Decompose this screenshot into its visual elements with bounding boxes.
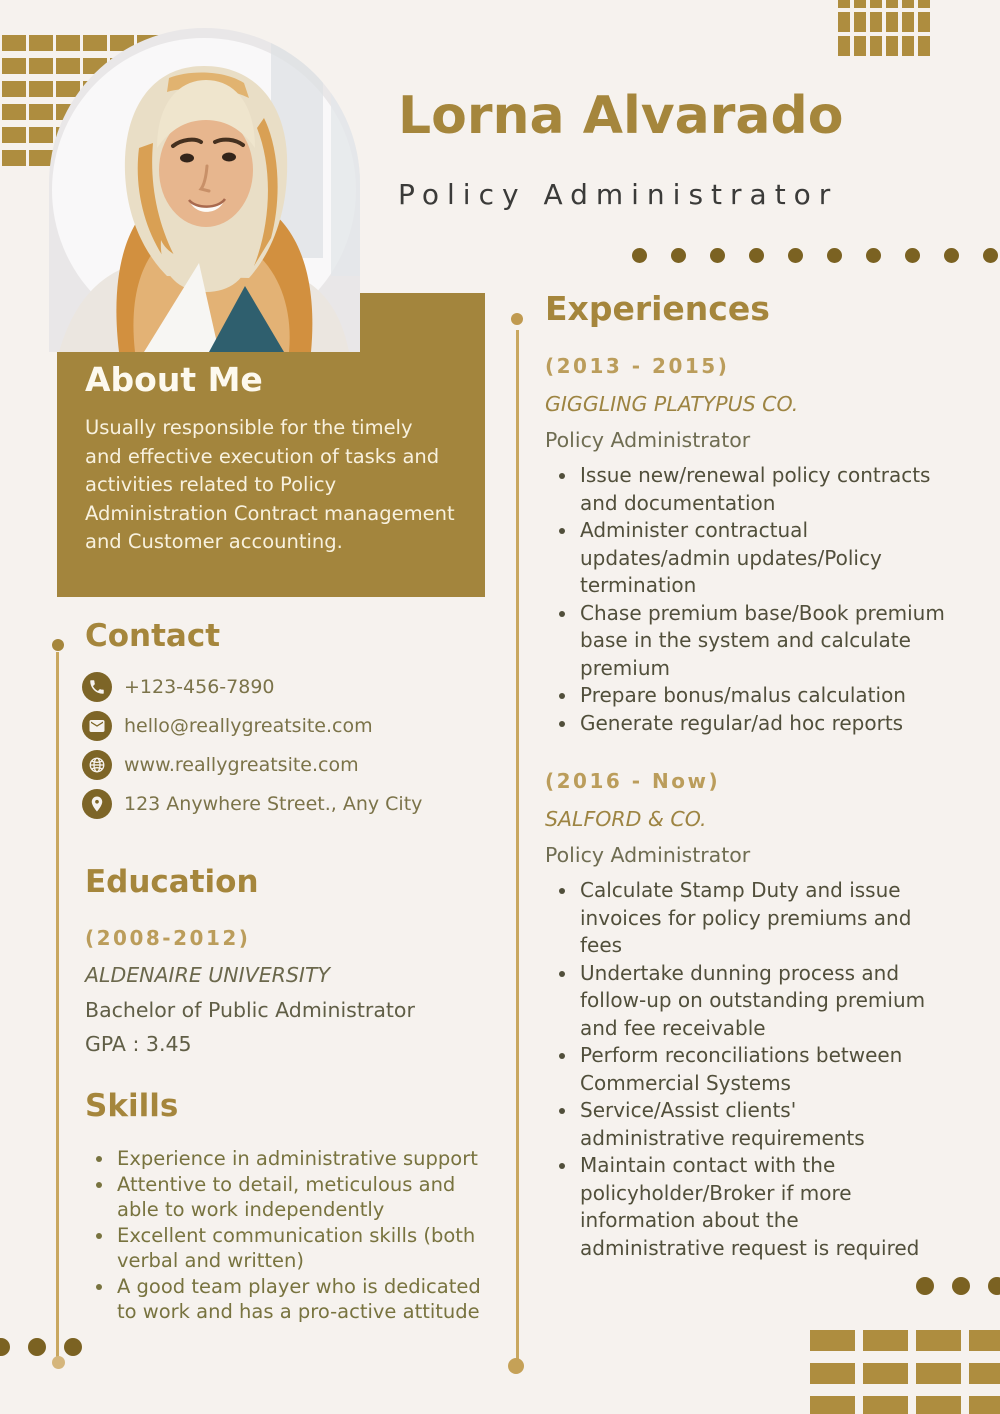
education-gpa: GPA : 3.45 <box>85 1032 192 1056</box>
job-role: Policy Administrator <box>545 428 751 452</box>
contact-heading: Contact <box>85 618 221 654</box>
person-name: Lorna Alvarado <box>398 86 844 146</box>
duty-item: • Administer contractual updates/admin updates/Policy termination <box>578 517 946 600</box>
duty-item: • Calculate Stamp Duty and issue invoices for policy premiums and fees <box>578 877 946 960</box>
job-duties-list <box>545 462 946 737</box>
contact-row-website <box>82 750 482 780</box>
skills-heading: Skills <box>85 1088 179 1124</box>
duty-item: • Prepare bonus/malus calculation <box>578 682 946 710</box>
person-job-title: Policy Administrator <box>398 178 839 211</box>
globe-icon <box>82 750 112 780</box>
skills-list <box>85 1146 495 1325</box>
experiences-section <box>545 289 945 1262</box>
right-rail-top-dot <box>511 313 523 325</box>
skill-item: • A good team player who is dedicated to work and has a pro-active attitude <box>115 1274 495 1325</box>
street-address: 123 Anywhere Street., Any City <box>124 793 423 815</box>
job-period: (2016 - Now) <box>545 769 721 793</box>
bottom-right-grid-decoration <box>810 1330 1000 1414</box>
contact-section <box>82 618 482 828</box>
contact-row-address <box>82 789 482 819</box>
contact-list <box>82 672 482 819</box>
about-text: Usually responsible for the timely and effective execution of tasks and activities related to Policy Administration Contract management and Customer accounting. <box>85 416 455 553</box>
job-company: GIGGLING PLATYPUS CO. <box>545 392 799 416</box>
job-duties-list <box>545 877 946 1262</box>
duty-item: • Undertake dunning process and follow-up on outstanding premium and fee receivable <box>578 960 946 1043</box>
skill-item: • Excellent communication skills (both verbal and written) <box>115 1223 495 1274</box>
duty-item: • Maintain contact with the policyholder/Broker if more information about the administrative request is required <box>578 1152 946 1262</box>
location-icon <box>82 789 112 819</box>
job-entry <box>545 354 945 737</box>
email-icon <box>82 711 112 741</box>
job-role: Policy Administrator <box>545 843 751 867</box>
duty-item: • Perform reconciliations between Commercial Systems <box>578 1042 946 1097</box>
website-url: www.reallygreatsite.com <box>124 754 359 776</box>
bottom-right-dots-decoration <box>916 1277 1000 1295</box>
left-rail-bottom-dot <box>52 1356 65 1369</box>
education-section <box>85 864 495 1056</box>
left-rail-line <box>56 652 59 1358</box>
phone-icon <box>82 672 112 702</box>
contact-row-phone <box>82 672 482 702</box>
education-period: (2008-2012) <box>85 926 251 950</box>
skill-item: • Experience in administrative support <box>115 1146 495 1172</box>
duty-item: • Chase premium base/Book premium base in the system and calculate premium <box>578 600 946 683</box>
left-rail-top-dot <box>52 639 64 651</box>
skills-section <box>85 1088 495 1325</box>
contact-row-email <box>82 711 482 741</box>
education-degree: Bachelor of Public Administrator <box>85 998 415 1022</box>
experiences-heading: Experiences <box>545 289 770 328</box>
job-company: SALFORD & CO. <box>545 807 707 831</box>
job-period: (2013 - 2015) <box>545 354 730 378</box>
header-dots-decoration <box>632 248 1000 263</box>
profile-photo <box>49 28 360 352</box>
right-rail-line <box>516 330 519 1359</box>
duty-item: • Service/Assist clients' administrative requirements <box>578 1097 946 1152</box>
skill-item: • Attentive to detail, meticulous and able to work independently <box>115 1172 495 1223</box>
top-right-grid-decoration <box>838 0 930 58</box>
email-address: hello@reallygreatsite.com <box>124 715 373 737</box>
duty-item: • Issue new/renewal policy contracts and documentation <box>578 462 946 517</box>
right-rail-bottom-dot <box>508 1358 524 1374</box>
duty-item: • Generate regular/ad hoc reports <box>578 710 946 738</box>
education-heading: Education <box>85 864 259 900</box>
phone-number: +123-456-7890 <box>124 676 275 698</box>
job-entry <box>545 769 945 1262</box>
bottom-left-dots-decoration <box>0 1338 100 1356</box>
about-heading: About Me <box>85 360 263 399</box>
education-school: ALDENAIRE UNIVERSITY <box>85 963 331 987</box>
portrait-illustration <box>49 28 360 352</box>
